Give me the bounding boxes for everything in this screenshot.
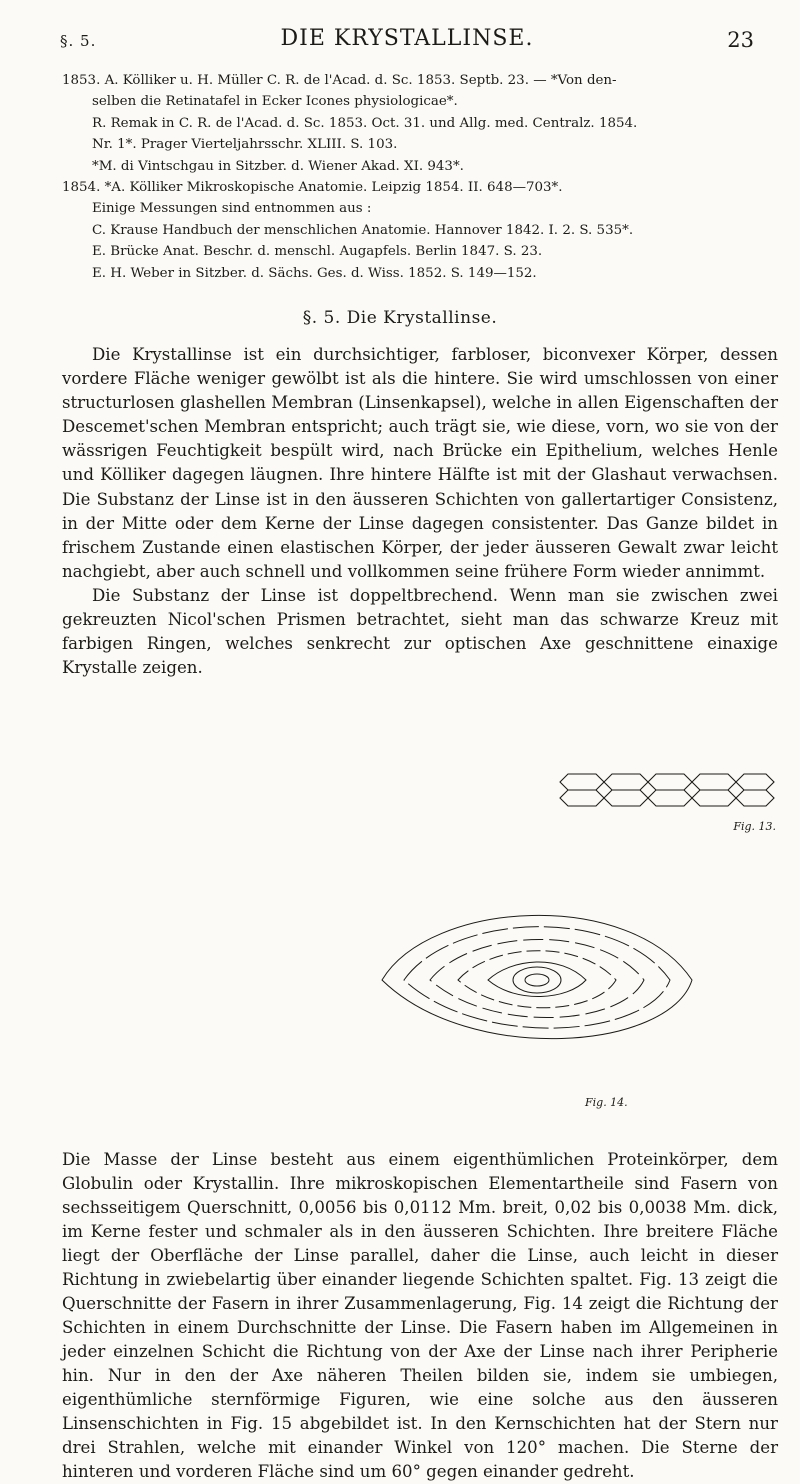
figure-13: [552, 768, 784, 840]
figure-14: [370, 880, 700, 1120]
reference-entry: selben die Retinatafel in Ecker Icones physiologicae*.: [92, 94, 458, 110]
running-head: [60, 20, 754, 54]
figure-13-caption: Fig. 13.: [733, 820, 776, 833]
reference-entry: *M. di Vintschgau in Sitzber. d. Wiener Akad. XI. 943*.: [92, 158, 464, 174]
reference-entry: 1853. A. Kölliker u. H. Müller C. R. de l'Acad. d. Sc. 1853. Septb. 23. — *Von den-: [62, 73, 617, 88]
running-title: DIE KRYSTALLINSE.: [280, 26, 534, 51]
reference-entry: C. Krause Handbuch der menschlichen Anatomie. Hannover 1842. I. 2. S. 535*.: [92, 222, 634, 238]
reference-entry: Nr. 1*. Prager Vierteljahrsschr. XLIII. S. 103.: [92, 137, 398, 153]
lens-layers-illustration: [370, 880, 700, 1092]
fiber-cross-sections-illustration: [552, 768, 784, 818]
reference-entry: R. Remak in C. R. de l'Acad. d. Sc. 1853. Oct. 31. und Allg. med. Centralz. 1854.: [92, 115, 638, 131]
body-text-continued: [62, 1148, 778, 1484]
body-text: [62, 343, 778, 680]
paragraph-lens-mass: Die Masse der Linse besteht aus einem eigenthümlichen Proteinkörper, dem Globulin oder Krystallin. Ihre mikroskopischen Elementartheile sind Fasern von sechsseitigem Querschnitt, 0,0056 bis 0,0112 Mm. breit, 0,02 bis 0,0038 Mm. dick, im Kerne fester und schmaler als in den äusseren Schichten. Ihre breitere Fläche liegt der Oberfläche der Linse parallel, daher die Linse, auch leicht in dieser Richtung in zwiebelartig über einander liegende Schichten spaltet. Fig. 13 zeigt die Querschnitte der Fasern in ihrer Zusammenlagerung, Fig. 14 zeigt die Richtung der Schichten in einem Durchschnitte der Linse. Die Fasern haben im Allgemeinen in jeder einzelnen Schicht die Richtung von der Axe der Linse nach ihrer Peripherie hin. Nur in den der Axe näheren Theilen bilden sie, indem sie umbiegen, eigenthümliche sternförmige Figuren, wie eine solche aus den äusseren Linsenschichten in Fig. 15 abgebildet ist. In den Kernschichten hat der Stern nur drei Strahlen, welche mit einander Winkel von 120° machen. Die Sterne der hinteren und vorderen Fläche sind um 60° gegen einander gedreht.: [62, 1150, 778, 1481]
paragraph-birefringence: Die Substanz der Linse ist doppeltbrechend. Wenn man sie zwischen zwei gekreuzten Nicol'schen Prismen betrachtet, sieht man das schwarze Kreuz mit farbigen Ringen, welches senkrecht zur optischen Axe geschnittene einaxige Krystalle zeigen.: [62, 585, 778, 678]
reference-entry: 1854. *A. Kölliker Mikroskopische Anatomie. Leipzig 1854. II. 648—703*.: [62, 180, 563, 196]
reference-entry: E. H. Weber in Sitzber. d. Sächs. Ges. d. Wiss. 1852. S. 149—152.: [92, 265, 537, 281]
reference-entry: E. Brücke Anat. Beschr. d. menschl. Augapfels. Berlin 1847. S. 23.: [92, 244, 543, 260]
page-number: 23: [727, 28, 754, 52]
section-mark: §. 5.: [60, 32, 97, 50]
figure-14-caption: Fig. 14.: [585, 1096, 628, 1109]
paragraph-lens-description: Die Krystallinse ist ein durchsichtiger, farbloser, biconvexer Körper, dessen vordere Fläche weniger gewölbt ist als die hintere. Sie wird umschlossen von einer structurlosen glashellen Membran (Linsenkapsel), welche in allen Eigenschaften der Descemet'schen Membran entspricht; auch trägt sie, wie diese, vorn, wo sie von der wässrigen Feuchtigkeit bespült wird, nach Brücke ein Epithelium, welches Henle und Kölliker dagegen läugnen. Ihre hintere Hälfte ist mit der Glashaut verwachsen. Die Substanz der Linse ist in den äusseren Schichten von gallertartiger Consistenz, in der Mitte oder dem Kerne der Linse dagegen consistenter. Das Ganze bildet in frischem Zustande einen elastischen Körper, der jeder äusseren Gewalt zwar leicht nachgiebt, aber auch schnell und vollkommen seine frühere Form wieder annimmt.: [62, 345, 778, 581]
reference-entry: Einige Messungen sind entnommen aus :: [92, 201, 372, 217]
section-heading: §. 5. Die Krystallinse.: [302, 308, 498, 328]
reference-list: [62, 70, 778, 284]
